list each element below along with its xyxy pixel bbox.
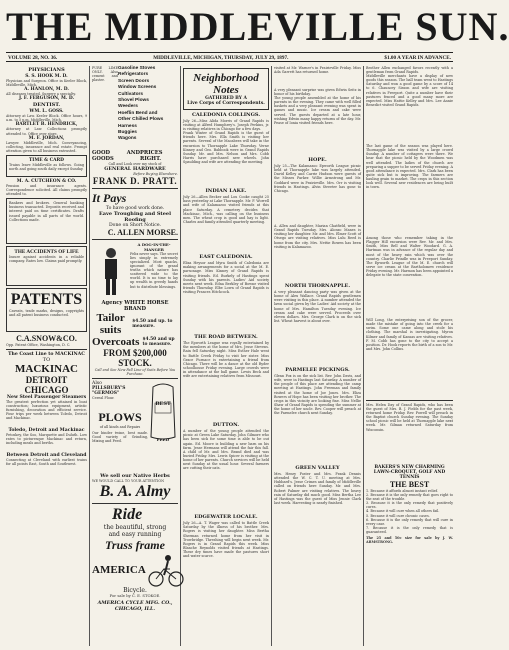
- agency-label: Agency WHITE HORSE BRAND: [101, 299, 169, 312]
- native-herbs-line: We sell our Native Herbs: [100, 472, 170, 479]
- body-text: Mrs. Henry Foster and Mrs. Frank Dennis attended the W. C. T. U. meeting at Mrs. Hubbard's. Jesse Crimes and family of Middleville called on friends here Sunday. Mr. and Mrs. Robert Palmer are visiting relatives. The heavy rain of Saturday did much good. Miss Bertha Lee of Hastings was the guest of Miss Jennie Clark last week. Harvesting is nearly finished.: [274, 472, 361, 505]
- divider: [6, 349, 87, 350]
- store-item: Gasoline Stoves: [118, 66, 156, 71]
- america-label: AMERICA: [92, 563, 146, 576]
- overcoats-label: Overcoats: [92, 335, 140, 348]
- rule-item: 3. Because it is the only remedy that positively cures.: [366, 501, 453, 510]
- stock-subline: Call and See New Fall Line of Suits Before You Purchase.: [94, 367, 176, 376]
- store-item: Hoeflin Bend and: [118, 110, 158, 116]
- body-text: PURE LIME ONLY. Also cement and plaster.: [92, 66, 118, 83]
- mackinac-label: MACKINAC: [15, 363, 78, 376]
- body-text: Opp. Patent Office, Washington, D. C.: [6, 343, 71, 348]
- dog-manger-story: [92, 242, 178, 300]
- body-text: Eliza Heysor and Myra Smith of Caledonia are making arrangements for a social at the M. E. parsonage. Miss Kinney of Grand Rapids is visiting friends. Ed. Burkely of Hastings spent Sunday with his parents. Ladies' Aid society meets next week. Edna Berkley of Bowne visited friends Thursday. Elbe Lown of Grand Rapids is visiting Frances Hitchcock.: [183, 261, 269, 294]
- body-text: Among those who remember taking in the Flagger Hill excursion were Rev. Mr. and Mrs. Smith, Miss Bell and Walter Woodard. G. A. Hartman was in advance of the regular day and most of the heavy rain which was over the country. Charlie Prindle was in Freeport Sunday. The Epworth League of the M. E. church will serve ice cream at the Bartholomew residence Friday evening. Mr. Harmon has been appointed a delegate to the state convention.: [366, 236, 453, 278]
- before-buying-label: Before Buying Elsewhere.: [133, 172, 178, 177]
- coast-line-header: The Coast Line to MACKINAC: [8, 352, 85, 358]
- pillsbury-label: PILLSBURY'S "GERMOS": [92, 385, 126, 396]
- masthead-title: THE MIDDLEVILLE SUN.: [6, 4, 509, 49]
- divider: [92, 239, 178, 240]
- body-text: Middleville merchants have a display of new goods this season. The ball team went to Hastings Saturday and won a good game by a score of 14 to 6. Chauncey Sisson and wife are visiting relatives in Freeport. Quite a number have their pastures fenced and a good many more are expected. Miss Hattie Kelley and Mrs. Lee Annie Benedict visited Grand Rapids.: [366, 74, 453, 107]
- body-text: A very pleasant dancing party was given at the home of Alex Wallace. Grand Rapids gentlemen were visiting in this place. A number attended the lawn social given by the Ladies' Aid society at the home of Mrs. Hamilton Tuesday evening. Ice cream and cake were served. Proceeds over eleven dollars. Mrs. George Clark is on the sick list. Wheat harvest is about over.: [274, 290, 361, 323]
- rule-item: 4. Because it will cure when all others fail.: [366, 509, 440, 514]
- column-rule: [89, 66, 90, 646]
- and-label: AND: [126, 150, 141, 156]
- column-rule: [271, 66, 272, 646]
- section-header: EDGEWATER LOCALE.: [194, 514, 258, 521]
- body-text: Petoskey, the Soo, Marquette and Duluth. Low rates to picturesque Mackinac and return, including meals and berths.: [6, 433, 87, 446]
- volume-number: VOLUME 28, NO. 36.: [8, 55, 58, 61]
- good-goods-line: [92, 150, 178, 162]
- rule-item: 6. Because it is the only remedy that will cure in every case.: [366, 517, 453, 526]
- subscription-price: $1.00 A YEAR IN ADVANCE.: [384, 55, 451, 61]
- call-line: Call and Look over my stock of: [108, 162, 162, 166]
- body-text: Frank Winter of Grand Rapids is the guest of friends here. Mrs. Ella Smith is visiting her parents. Several of the Macabees will take in the excursion to Thornapple Lake Thursday. Verne Kinney and Geo. Babbook were in Grand Rapids Sunday. Mr. and Mrs. Nelson and Mrs. Cobb Harris have purchased new wheels. John Spaulding and wife are attending the meeting.: [183, 131, 269, 164]
- neighborhood-notes-header: [183, 68, 269, 110]
- almy-name: B. A. Almy: [99, 482, 171, 500]
- good-work-line: To have good work done.: [105, 205, 165, 211]
- section-header: GREEN VALLEY: [295, 465, 340, 472]
- america-cycle-company: AMERICA CYCLE MFG. CO., CHICAGO, ILL.: [97, 599, 173, 612]
- store-item: Window Screens: [118, 85, 157, 91]
- body-text: Glenn Fox is on the sick list. Rev. John Davis, and wife, were in Hastings last Saturday. A number of the people of this place are attending the camp meeting at Hastings. John Freeman and family visited at the home of Joe Jones. Mrs. Eliza Bowers of Hope has been visiting her brother. The crops in this vicinity are looking fine. Miss Nellie Shaw of Grand Rapids is spending the summer at the home of her uncle. Rev. Cooper will preach at the Parmelee church next Sunday.: [274, 374, 361, 416]
- hardware-ad: [92, 66, 178, 148]
- body-text: Our binder twine, best made. Good variety of Grinding, Mixing and Feed.: [92, 430, 148, 444]
- body-text: visited at Mr. Warner's in Prairieville Friday. Miss Ada Garrett has returned home.: [274, 66, 361, 75]
- flour-sack-icon: [149, 381, 177, 441]
- body-text: The last game of the season was played here. Thornapple lake was visited by a large crowd Sunday. A number of cottagers were there. We hear that the picnic held by the Woodmen was well attended. The ladies of the church are preparing a supper to be served Friday evening. A good attendance is expected. Mrs. Clark has been quite sick but is improving. The farmers are hauling grain to market. The crops in this section look well. Several new residences are being built in town.: [366, 144, 453, 190]
- intro-note: A very pleasant surprise was given Edwin Seitz in honor of his birthday.: [274, 88, 361, 97]
- rule-item: 5. Because it will cure chronic cases.: [366, 513, 430, 518]
- section-header: DUTTON.: [212, 422, 240, 429]
- neighborhood-subtitle: GATHERED BY A: [205, 96, 247, 101]
- store-item: Buggies: [118, 130, 137, 136]
- pillsbury-sub: Cereal Flour.: [92, 395, 115, 400]
- attorney-name: M. F. JORDAN,: [28, 135, 65, 141]
- body-text: Bankers and brokers. General banking business transacted. Deposits received and interest paid on time certificates. Drafts issued payable in all parts of the world. Collections made.: [9, 201, 84, 222]
- easy-line: and easy running: [108, 530, 162, 538]
- section-header: THE ROAD BETWEEN.: [194, 334, 258, 341]
- patents-title: PATENTS: [10, 291, 83, 309]
- attorney-name: BARTLET B. HENDRICK,: [15, 122, 78, 128]
- tailor-price: $4.50 and up. to measure.: [132, 318, 173, 329]
- america-line: [92, 553, 178, 587]
- general-hardware-label: GENERAL HARDWARE: [104, 166, 166, 173]
- flour-ad: [92, 381, 178, 473]
- flour-text: [92, 381, 148, 473]
- section-header: INDIAN LAKE.: [205, 188, 247, 195]
- store-item: Cultivators: [118, 91, 144, 97]
- column-1: [6, 66, 87, 646]
- body-text: Pension and insurance agents. Correspondence solicited. All claims promptly attended to.: [6, 183, 87, 197]
- section-header: EAST CALEDONIA.: [199, 254, 253, 261]
- neighborhood-subtitle-2: Live Corps of Correspondents.: [187, 101, 265, 106]
- column-3: [183, 66, 269, 646]
- overcoats-price: $4.50 and up to measure.: [142, 336, 175, 347]
- company-name: M. A. CUTCHEON & CO.: [16, 178, 77, 184]
- bakers-header: BAKERS'S NEW CHARMING LAWN-CROQUET, GOLF AND TENNIS: [373, 464, 446, 480]
- time-card-box: [6, 155, 87, 177]
- store-item: Harness: [118, 123, 137, 129]
- short-notice-line: Done on Short Notice.: [109, 222, 161, 228]
- body-text: Mrs. Helen Day of Grand Rapids, who has been the guest of Mrs. B. J. Fields for the past week, returned home Friday. Rev. Powell will preach in the Baptist church Sunday evening. The Sunday school picnic will be held at Thornapple lake next week. Mr. Gilman returned Saturday from Wisconsin.: [366, 402, 453, 432]
- the-best-label: THE BEST: [389, 479, 430, 489]
- dateline: [6, 52, 453, 62]
- flour-best-label: BEST: [155, 400, 171, 407]
- body-text: July 26—Allen Becker and Lou Cooke caught 25 bass yesterday at Lake Thornapple. Mr. F. Worrell and wife of Kalamazoo visited friends at this place Saturday. A cemetery decides that Mackinac, Mich., was calling on the business men. The wheat crop is good and hay is light. Charles and family attended quarterly meeting.: [183, 195, 269, 224]
- time-card-header: TIME & CARD: [29, 157, 64, 163]
- store-item: Shovel Plows: [118, 98, 149, 104]
- divider: [92, 503, 178, 504]
- body-text: The young people assembled at the home of his parents in the evening. They came with well filled baskets and a very pleasant evening was spent in games and music. Ice cream and cake were served. The guests departed at a late hour, wishing Edwin many happy returns of the day. Mr. Pease of Ionia visited friends here.: [274, 96, 361, 125]
- lead-note: July 26—Miss Alida Morris of Grand Rapids is visiting at Alfred Humphrey's. Joseph Perkins, jr. is visiting relatives in Chicago for a few days.: [183, 119, 269, 132]
- column-4: [274, 66, 361, 646]
- price-line: The 25 and 50c size for sale by J. W. ARMSTRONG.: [366, 536, 453, 545]
- body-text: Will Long, the enterprising son of the grocer, made the mistake of going into the creek for a swim. Some one came along and stole his clothing. The marshal is investigating. Myron Kilmer and family of Kansas are visiting relatives. F. M. Cobb has gone to the city to accept a position. Dr. Hook reports the birth of a son to Mr. and Mrs. John Collins.: [366, 318, 453, 351]
- body-text: The greatest perfection yet attained in boat construction; luxurious equipment, artistic furnishing, decoration and efficient service. Four trips per week between Toledo, Detroit and Mackinac.: [6, 400, 87, 421]
- accidents-title: THE ACCIDENTS OF LIFE: [14, 249, 79, 256]
- to-label: TO: [42, 357, 51, 364]
- pratt-name: FRANK D. PRATT.: [92, 176, 178, 187]
- intro-note: Brother Allen exchanged favors recently with a gentleman from Grand Rapids.: [366, 66, 453, 75]
- it-pays-label: It Pays: [92, 190, 127, 205]
- place-date: MIDDLEVILLE, MICHIGAN, THURSDAY, JULY 29, 1897.: [153, 55, 289, 61]
- column-2: [92, 66, 178, 646]
- body-text: Attorney at Law. Collections promptly attended to. Office over store.: [6, 127, 87, 136]
- physicians-header: PHYSICIANS: [28, 67, 65, 73]
- for-sale-line: For sale by C. E. STOKOE.: [109, 592, 161, 598]
- plows-label: PLOWS: [98, 409, 142, 424]
- bicycle-label: Bicycle.: [123, 586, 147, 594]
- body-text: Caveats, trade marks, designs, copyrights and all patent business conducted.: [9, 309, 84, 318]
- physician-name: J. F. FERGUSON, M. D.: [18, 96, 75, 102]
- accidents-ad: [6, 246, 87, 286]
- morse-name: C. ALLEN MORSE.: [107, 227, 178, 237]
- divider: [92, 188, 178, 189]
- eave-troughing-line: Eave Troughing and Steel Roofing: [98, 210, 172, 223]
- truss-label: Truss frame: [105, 537, 165, 552]
- store-item: Weeders: [118, 104, 138, 110]
- horse-ad-line: WE WOULD CALL TO YOUR ATTENTION: [92, 478, 165, 483]
- rule-item: 1. Because it affords almost instant relief.: [366, 488, 438, 493]
- chicago-label: CHICAGO: [24, 385, 69, 396]
- prices-right-label: PRICES RIGHT.: [140, 150, 163, 162]
- bicycle-rider-icon: [148, 553, 184, 587]
- body-text: All diseases treated. Surgery a specialty.: [6, 92, 76, 97]
- rule-item: 7. Because it is the only remedy that is guaranteed.: [366, 525, 453, 534]
- body-text: Lawyer. Middleville, Mich. Conveyancing, collecting, insurance and real estate. Prompt attention given to all business entrusted.: [6, 140, 87, 153]
- tailor-suits-line: [92, 312, 178, 336]
- physician-name: A. HANLON, M. D.: [24, 87, 69, 93]
- cleveland-route: Between Detroit and Cleveland: [6, 453, 87, 459]
- body-text: Attorney at Law. Keeler Block. Office hours, 9 a.m. to 5 p.m. Middleville, Mich.: [6, 114, 87, 123]
- advertisement-box: [6, 198, 87, 244]
- body-text: July 26—A. T. Wager was called to Battle Creek Saturday by the illness of his brother. Mrs. Rogers is visiting her daughter. Miss Bertha Sherman returned home from her visit in Trowbridge. Threshing will begin next week. Mr. Rogers is in Grand Rapids this week. Miss Blanche Reynolds visited friends at Hastings. These dry times have made the pastures short and water scarce.: [183, 521, 269, 559]
- dentist-header: DENTIST.: [32, 102, 61, 109]
- neighborhood-title: Neighborhood Notes: [193, 72, 259, 96]
- divider: [92, 378, 178, 379]
- store-item: Wagons: [118, 136, 137, 142]
- physician-name: S. S. HOOK M. D.: [25, 74, 68, 79]
- dog-manger-header: A DOG-IN-THE-MANGER: [137, 241, 171, 252]
- dentist-name: WM. L. GOSS.: [29, 109, 64, 115]
- body-text: Trains leave Middleville as follows. Going north and going south daily except Sunday.: [9, 162, 84, 172]
- body-text: Physician and Surgeon. Office in Keeler Block, Middleville, Mich.: [6, 79, 87, 88]
- also-label: Also: [92, 380, 102, 386]
- steamers-label: New Steel Passenger Steamers: [6, 395, 87, 401]
- dog-manger-text: [130, 242, 178, 300]
- snow-company-name: C.A.SNOW&CO.: [16, 334, 77, 344]
- man-illustration: [92, 242, 130, 300]
- detroit-label: DETROIT: [25, 375, 68, 386]
- section-header: HOPE.: [308, 157, 327, 164]
- body-text: July 25—The Kalamazoo Epworth League picnic held at Thornapple lake was largely attended. David Kelley and Carrie Hudson were guests of the Misses Parker. Willie Armstrong and Mr. Goddard were in Prairieville. Mrs. Orr is visiting friends in Hastings. Alvin Streeter has gone to Chicago.: [274, 164, 361, 193]
- toledo-route: Toledo, Detroit and Mackinac: [8, 428, 85, 434]
- all-kinds-label: of all kinds and Repairs: [99, 424, 141, 429]
- body-text: A number of the young people attended the picnic at Green Lake Saturday. John Gilmore who has been sick for some time is able to be out again. Ed. Moore is building a new barn on his farm. Jesse Hermans will attend the fair this fall. A child of Mr. and Mrs. Brand died and was buried Friday. Mrs. Lewis Spicer is visiting at the home of her parents. Church services will be held next Sunday at the usual hour. Several farmers are cutting their oats.: [183, 429, 269, 471]
- overcoats-line: [92, 336, 178, 348]
- stock-label: FROM $200,000 STOCK.: [103, 347, 167, 368]
- store-item: Other Chilled Plows: [118, 117, 164, 123]
- ride-label: Ride: [112, 505, 143, 523]
- body-text: A. Allen and daughter, Marian Chatfield, were in Grand Rapids Tuesday. Mrs. Alonzo Manes is visiting her daughter. Mr. and Mrs. Elmer Scott of Otsego are visiting relatives. Miss Lulu Reed is home from the city. Mrs. Nettie Bowen has been visiting in Kalamazoo.: [274, 224, 361, 249]
- flour-sack: [148, 381, 178, 473]
- feed-label: FEED: [156, 436, 170, 442]
- beautiful-line: the beautiful, strong: [103, 523, 167, 531]
- column-5: [366, 66, 453, 646]
- man-figure-icon: [96, 245, 126, 297]
- divider: [366, 400, 453, 401]
- section-header: CALEDONIA COLLINGS.: [191, 112, 261, 118]
- rule-item: 2. Because it is the only remedy that goes right to the seat of the trouble.: [366, 493, 453, 502]
- section-header: PARMELEE PICKINGS.: [285, 367, 350, 374]
- section-header: NORTH THORNAPPLE.: [284, 283, 351, 290]
- column-rule: [363, 66, 364, 646]
- body-text: Connecting at Cleveland with earliest trains for all points East, South and Southwest.: [6, 458, 87, 467]
- body-text: Felix never says. The secret lies simply in extremely specialized. Most quacks, ignorant of the grand truths which nature has scattered wide to the world. It is no time to lay up wealth in greedy hands but to distribute blessings.: [130, 251, 178, 289]
- patents-ad: [6, 288, 87, 332]
- body-text: Insure against accidents in a reliable company. Rates low. Claims paid promptly.: [9, 255, 84, 264]
- tailor-suits-label: Tailor suits: [96, 311, 125, 336]
- body-text: The Epworth League was royally entertained by the members at the home of Mrs. Jesse Stevens. Rain fell Saturday night. Miss Esther Hale went to Battle Creek Friday to visit her sister. Miss Grace Furnace is entertaining a friend from Chicago. There will be a dance at the old Ryder schoolhouse Friday evening. Large crowds were in attendance at the ball game. Lewis Beck and wife are entertaining relatives from Missouri.: [183, 341, 269, 379]
- store-item: Refrigerators: [118, 72, 149, 78]
- store-items-list: [118, 66, 178, 148]
- store-item: Screen Doors: [118, 78, 150, 84]
- good-goods-label: GOOD GOODS: [92, 150, 114, 162]
